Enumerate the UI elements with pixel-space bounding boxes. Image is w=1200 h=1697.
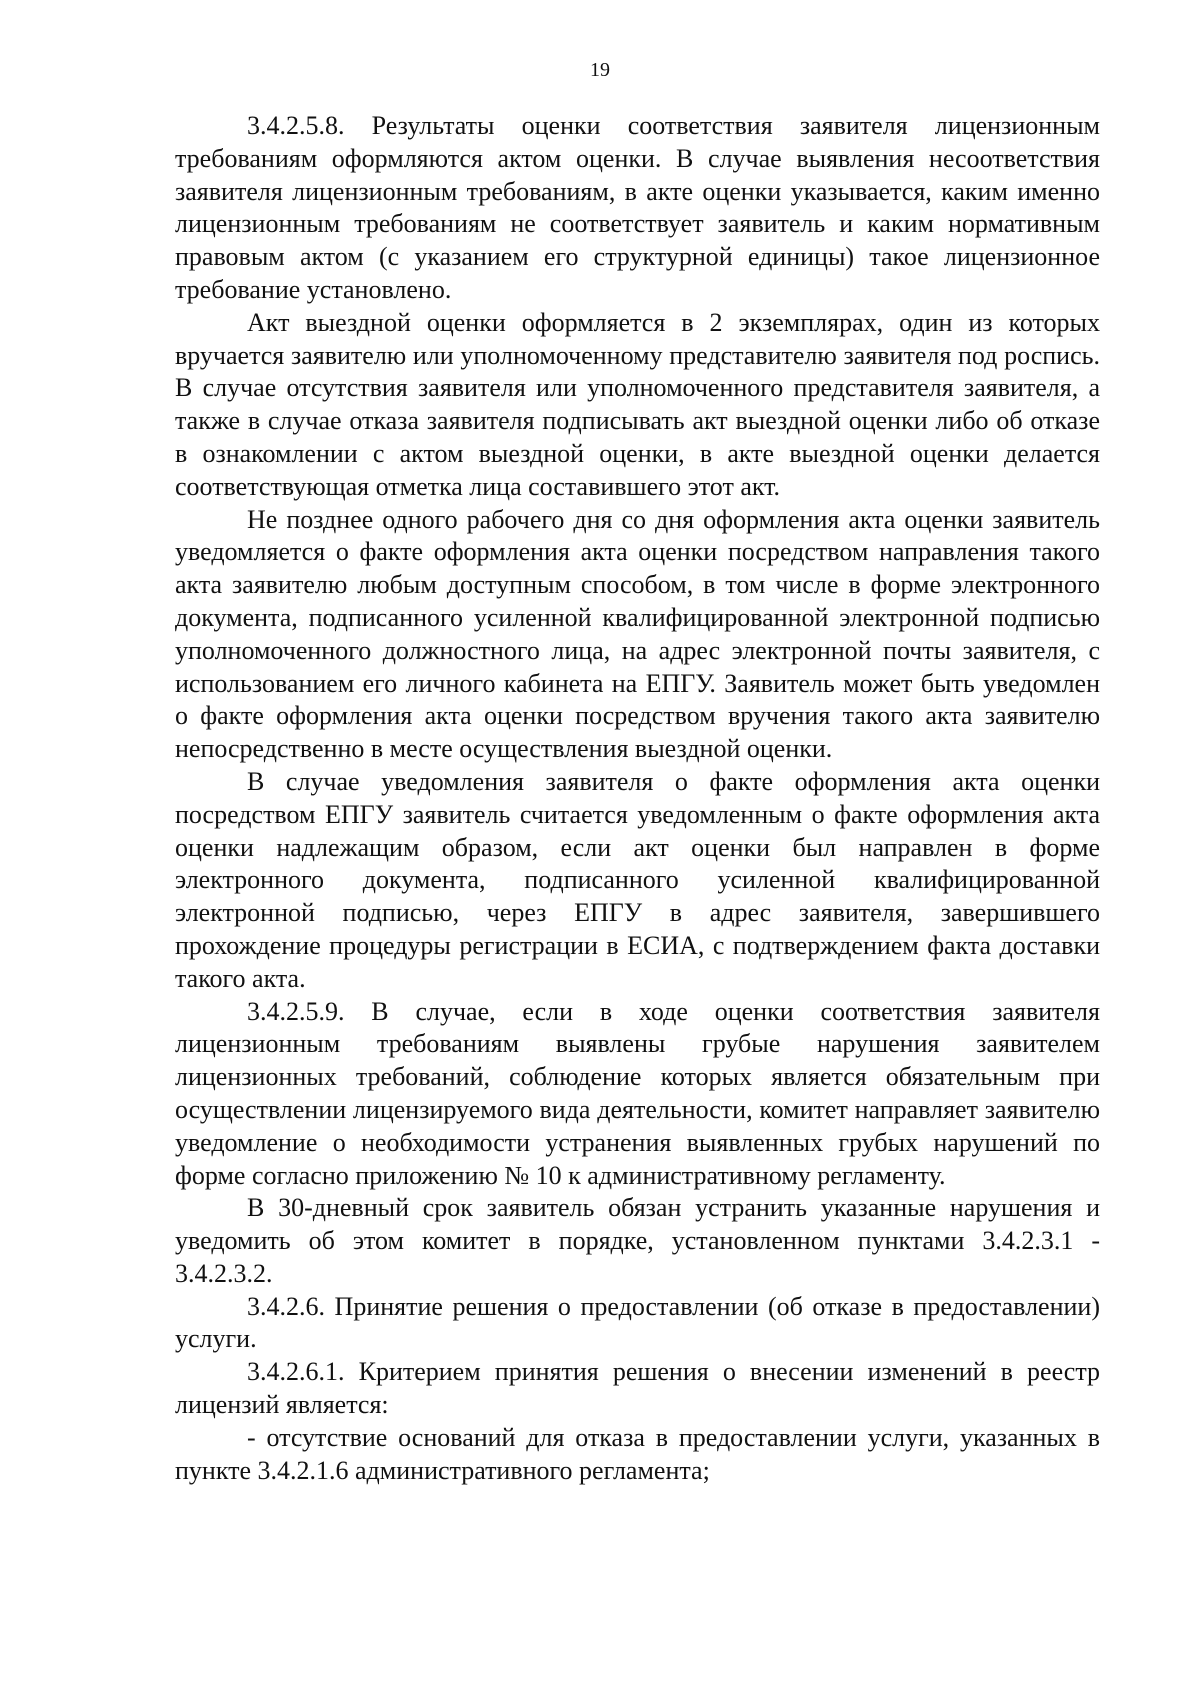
paragraph-epgu-notification: В случае уведомления заявителя о факте оформления акта оценки посредством ЕПГУ заявитель считается уведомленным о факте оформления акта оценки надлежащим образом, если акт оценки был направлен в форме электронного документа, подписанного усиленной квалифицированной электронной подписью, через ЕПГУ в адрес заявителя, завершившего прохождение процедуры регистрации в ЕСИА, с подтверждением факта доставки такого акта. xyxy=(175,766,1100,993)
paragraph-3-4-2-5-8: 3.4.2.5.8. Результаты оценки соответствия заявителя лицензионным требованиям оформляются актом оценки. В случае выявления несоответствия заявителя лицензионным требованиям, в акте оценки указывается, каким именно лицензионным требованиям не соответствует заявитель и каким нормативным правовым актом (с указанием его структурной единицы) такое лицензионное требование установлено. xyxy=(175,111,1100,304)
paragraph-3-4-2-6-1: 3.4.2.6.1. Критерием принятия решения о внесении изменений в реестр лицензий является: xyxy=(175,1357,1100,1420)
paragraph-act-copies: Акт выездной оценки оформляется в 2 экземплярах, один из которых вручается заявителю или уполномоченному представителю заявителя под роспись. В случае отсутствия заявителя или уполномоченного представителя заявителя, а также в случае отказа заявителя подписывать акт выездной оценки либо об отказе в ознакомлении с актом выездной оценки, в акте выездной оценки делается соответствующая отметка лица составившего этот акт. xyxy=(175,307,1100,501)
paragraph-30-day-term: В 30-дневный срок заявитель обязан устранить указанные нарушения и уведомить об этом комитет в порядке, установленном пунктами 3.4.2.3.1 - 3.4.2.3.2. xyxy=(175,1193,1100,1288)
document-body xyxy=(175,110,1100,1487)
paragraph-3-4-2-6: 3.4.2.6. Принятие решения о предоставлении (об отказе в предоставлении) услуги. xyxy=(175,1291,1100,1354)
page-number: 19 xyxy=(590,59,610,81)
paragraph-notification-deadline: Не позднее одного рабочего дня со дня оформления акта оценки заявитель уведомляется о факте оформления акта оценки посредством направления такого акта заявителю любым доступным способом, в том числе в форме электронного документа, подписанного усиленной квалифицированной электронной подписью уполномоченного должностного лица, на адрес электронной почты заявителя, с использованием его личного кабинета на ЕПГУ. Заявитель может быть уведомлен о факте оформления акта оценки посредством вручения такого акта заявителю непосредственно в месте осуществления выездной оценки. xyxy=(175,504,1100,764)
list-item-no-grounds: - отсутствие оснований для отказа в предоставлении услуги, указанных в пункте 3.4.2.1.6 административного регламента; xyxy=(175,1422,1100,1485)
paragraph-3-4-2-5-9: 3.4.2.5.9. В случае, если в ходе оценки соответствия заявителя лицензионным требованиям выявлены грубые нарушения заявителем лицензионных требований, соблюдение которых является обязательным при осуществлении лицензируемого вида деятельности, комитет направляет заявителю уведомление о необходимости устранения выявленных грубых нарушений по форме согласно приложению № 10 к административному регламенту. xyxy=(175,996,1100,1190)
